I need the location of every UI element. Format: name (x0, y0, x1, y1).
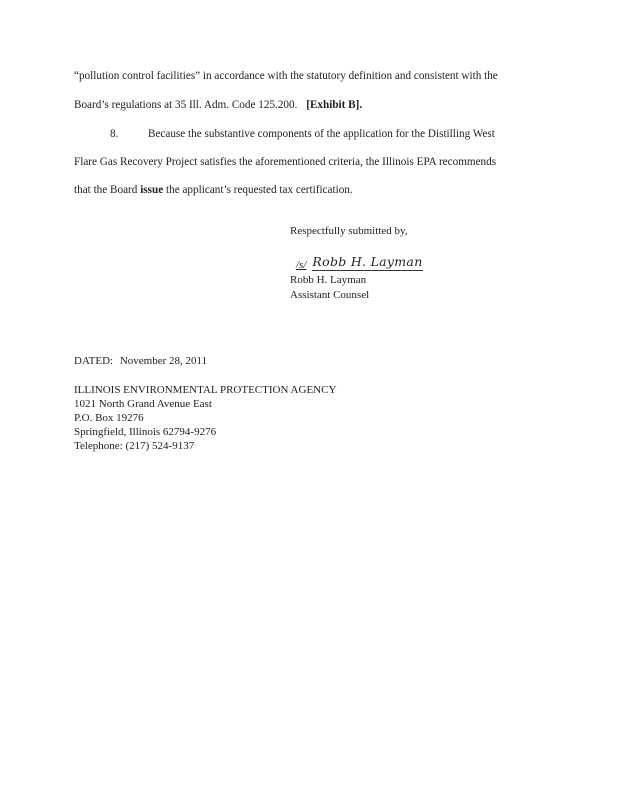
paragraph-8-line-3-post: the applicant’s requested tax certification. (166, 184, 353, 196)
signatory-title: Assistant Counsel (290, 289, 370, 301)
dated-line (74, 354, 207, 368)
signature-line (290, 254, 423, 271)
dated-label: DATED: (74, 355, 114, 367)
agency-po-box: P.O. Box 19276 (74, 412, 144, 424)
agency-name: ILLINOIS ENVIRONMENTAL PROTECTION AGENCY (74, 384, 337, 396)
paragraph-8-line-3-pre: that the Board (74, 184, 138, 196)
paragraph-8-line-3 (74, 183, 353, 197)
paragraph-line-2-text: Board’s regulations at 35 Ill. Adm. Code 125.200. (74, 99, 298, 111)
signature-closing: Respectfully submitted by, (290, 225, 408, 237)
paragraph-8-line-1-text: Because the substantive components of the application for the Distilling West (147, 128, 495, 140)
paragraph-8-line-3-bold: issue (140, 184, 164, 196)
dated-value: November 28, 2011 (119, 355, 208, 367)
signature-script: Robb H. Layman (312, 254, 423, 269)
exhibit-reference: [Exhibit B]. (306, 99, 363, 111)
paragraph-8-line-2 (74, 155, 496, 169)
paragraph-8-line-1 (110, 127, 495, 141)
signatory-name: Robb H. Layman (290, 274, 367, 286)
agency-telephone: Telephone: (217) 524-9137 (74, 440, 195, 452)
paragraph-line-2 (74, 98, 362, 112)
agency-street: 1021 North Grand Avenue East (74, 398, 212, 410)
signature-prefix: /s/ (296, 259, 307, 271)
paragraph-number: 8. (110, 128, 119, 140)
paragraph-line-1-text: “pollution control facilities” in accordance with the statutory definition and consistent with the (74, 70, 498, 82)
agency-city: Springfield, Illinois 62794-9276 (74, 426, 217, 438)
paragraph-8-line-2-text: Flare Gas Recovery Project satisfies the aforementioned criteria, the Illinois EPA recommends (74, 156, 497, 168)
paragraph-line-1 (74, 69, 498, 83)
